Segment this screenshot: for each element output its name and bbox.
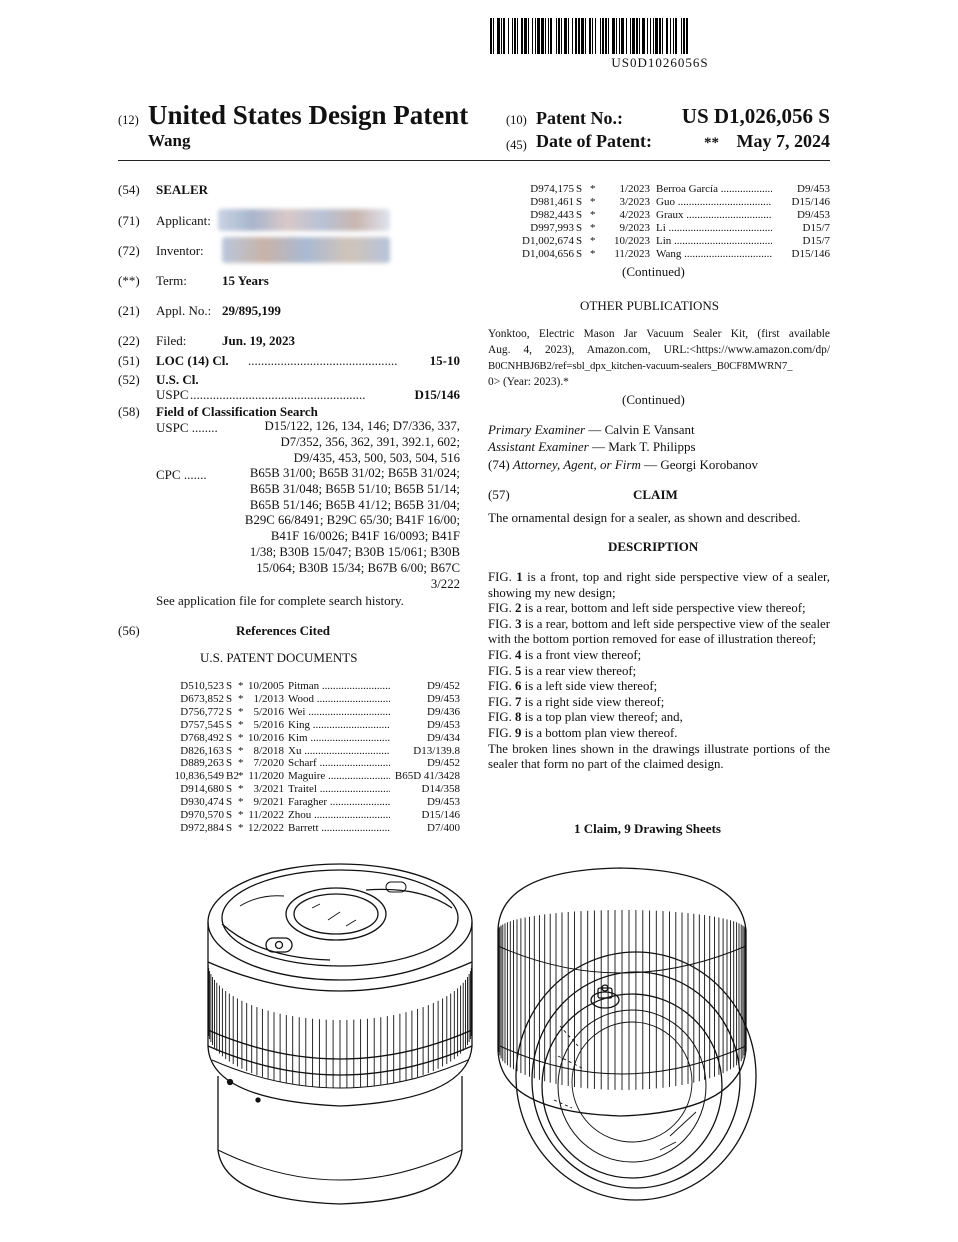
title-sealer: SEALER [156, 182, 209, 197]
reference-name: Graux ..... [656, 209, 772, 221]
field-uspc-line: D7/352, 356, 362, 391, 392.1, 602; [280, 434, 460, 449]
doc-type-title: United States Design Patent [148, 100, 469, 130]
reference-pn: D997,993 [530, 221, 574, 234]
reference-name: Maguire ..... [288, 770, 390, 782]
reference-row [140, 783, 460, 796]
reference-star: * [238, 770, 244, 783]
reference-row [140, 693, 460, 706]
reference-row [140, 732, 460, 745]
fig-desc: FIG. 4 is a front view thereof; [488, 647, 642, 662]
reference-type: S [576, 208, 583, 221]
attorney: (74) Attorney, Agent, or Firm — Georgi Korobanov [488, 457, 758, 472]
reference-star: * [590, 183, 596, 195]
reference-name: Wei ..... [288, 706, 390, 718]
reference-type: S [226, 680, 233, 692]
filed-value: Jun. 19, 2023 [222, 333, 295, 348]
reference-row [488, 209, 830, 222]
reference-star: * [238, 744, 244, 757]
reference-pn: D673,852 [180, 692, 224, 705]
term-label: Term: [156, 273, 187, 288]
field-cpc-line: 15/064; B30B 15/34; B67B 6/00; B67C [256, 560, 460, 575]
reference-date: 5/2016 [253, 718, 284, 731]
reference-pn: D982,443 [530, 208, 574, 221]
us-cl-label: U.S. Cl. [156, 372, 199, 387]
reference-type: S [226, 718, 233, 731]
us-cl-value: D15/146 [414, 387, 460, 402]
field-cpc-line: B29C 66/8491; B29C 65/30; B41F 16/00; [244, 513, 460, 528]
field-cpc-line: B65B 31/048; B65B 51/10; B65B 51/14; [249, 481, 460, 496]
field-cpc-lines [200, 466, 460, 592]
reference-row [140, 680, 460, 693]
code-58: (58) [118, 404, 140, 419]
reference-pn: D930,474 [180, 796, 224, 809]
reference-type: S [226, 783, 233, 796]
code-term: (**) [118, 273, 140, 288]
reference-cls: D15/146 [791, 195, 830, 208]
assistant-examiner-label: Assistant Examiner [488, 439, 589, 454]
fig-desc: FIG. 8 is a top plan view thereof; and, [488, 710, 683, 725]
reference-type: S [576, 183, 583, 195]
reference-name: Wang ..... [656, 248, 772, 260]
header-rule [118, 160, 830, 161]
code-71: (71) [118, 213, 140, 228]
reference-type: S [226, 744, 233, 757]
reference-pn: D972,884 [180, 821, 224, 834]
reference-row [140, 822, 460, 835]
reference-date: 5/2016 [253, 705, 284, 718]
code-10: (10) [506, 113, 527, 127]
reference-type: S [226, 692, 233, 705]
reference-star: * [238, 783, 244, 796]
reference-cls: D9/434 [427, 731, 460, 744]
reference-type: S [576, 221, 583, 234]
us-patent-docs-head: U.S. PATENT DOCUMENTS [200, 650, 358, 665]
code-52: (52) [118, 372, 140, 387]
reference-date: 10/2023 [613, 234, 650, 247]
reference-date: 3/2023 [619, 195, 650, 208]
date-label: Date of Patent: [536, 131, 652, 151]
reference-row [488, 235, 830, 248]
reference-name: Guo ..... [656, 196, 772, 208]
us-cl-uspc-label: USPC [156, 387, 189, 402]
reference-date: 9/2023 [619, 221, 650, 234]
reference-name: Wood ..... [288, 693, 390, 705]
reference-cls: D9/453 [797, 208, 830, 221]
other-pub-line: Aug. 4, 2023), Amazon.com, URL:<https://www.amazon.com/dp/ [488, 344, 830, 356]
reference-cls: D9/453 [427, 796, 460, 809]
patent-no-label: Patent No.: [536, 108, 623, 128]
loc-dots: .............................................. [248, 353, 398, 368]
fig-desc: FIG. 9 is a bottom plan view thereof. [488, 725, 678, 740]
reference-date: 11/2022 [248, 809, 284, 821]
claim-code: (57) [488, 487, 510, 502]
reference-name: Lin ..... [656, 235, 772, 247]
reference-name: Scharf ..... [288, 757, 390, 769]
reference-cls: D9/453 [427, 692, 460, 705]
claim-head: CLAIM [633, 487, 678, 502]
reference-cls: D14/358 [421, 783, 460, 796]
reference-star: * [238, 692, 244, 705]
reference-type: S [226, 731, 233, 744]
reference-name: Zhou ..... [288, 809, 390, 821]
appl-no-label: Appl. No.: [156, 303, 212, 318]
reference-cls: B65D 41/3428 [394, 770, 460, 783]
reference-row [140, 706, 460, 719]
reference-star: * [590, 221, 596, 234]
field-uspc-lines [200, 419, 460, 466]
us-cl-dots: ...................................................... [190, 387, 366, 402]
sealer-drawing-figures [200, 850, 800, 1242]
reference-date: 4/2023 [619, 208, 650, 221]
reference-type: S [226, 757, 233, 770]
code-12: (12) [118, 113, 139, 127]
pubs-continued: (Continued) [622, 392, 685, 407]
reference-star: * [238, 796, 244, 809]
reference-row [140, 719, 460, 732]
claims-sheets: 1 Claim, 9 Drawing Sheets [574, 821, 721, 836]
reference-cls: D9/436 [427, 705, 460, 718]
reference-star: * [238, 718, 244, 731]
barcode-number: US0D1026056S [611, 55, 709, 70]
reference-star: * [590, 247, 596, 260]
barcode [490, 18, 830, 54]
reference-name: Faragher ..... [288, 796, 390, 808]
reference-cls: D9/453 [797, 183, 830, 195]
barcode-bar [688, 18, 689, 54]
reference-type: S [576, 195, 583, 208]
other-publication [488, 326, 830, 390]
reference-pn: D914,680 [180, 783, 224, 796]
appl-no-value: 29/895,199 [222, 303, 281, 318]
code-21: (21) [118, 303, 140, 318]
primary-examiner-value: Calvin E Vansant [604, 422, 695, 437]
code-51: (51) [118, 353, 140, 368]
filed-label: Filed: [156, 333, 187, 348]
reference-pn: D768,492 [180, 731, 224, 744]
primary-examiner: Primary Examiner — Calvin E Vansant [488, 422, 695, 437]
claim-text: The ornamental design for a sealer, as shown and described. [488, 510, 801, 525]
loc-label: LOC (14) Cl. [156, 353, 229, 368]
field-cpc-line: 1/38; B30B 15/047; B30B 15/061; B30B [249, 544, 460, 559]
patent-number: US D1,026,056 S [681, 104, 830, 128]
reference-cls: D9/452 [427, 680, 460, 692]
reference-pn: D757,545 [180, 718, 224, 731]
search-history-note: See application file for complete search history. [156, 593, 404, 608]
description-body [488, 570, 830, 773]
reference-pn: D974,175 [530, 183, 574, 195]
reference-row [140, 809, 460, 822]
reference-pn: D981,461 [530, 195, 574, 208]
reference-row [488, 222, 830, 235]
reference-type: S [226, 796, 233, 809]
reference-name: Barrett ..... [288, 822, 390, 834]
reference-row [140, 757, 460, 770]
reference-date: 9/2021 [253, 796, 284, 809]
inventor-surname: Wang [148, 131, 191, 150]
applicant-redacted [218, 209, 390, 231]
reference-date: 12/2022 [247, 821, 284, 834]
description-head: DESCRIPTION [608, 539, 699, 554]
applicant-label: Applicant: [156, 213, 211, 228]
reference-row [488, 196, 830, 209]
attorney-value: Georgi Korobanov [660, 457, 758, 472]
reference-name: Li ..... [656, 222, 772, 234]
sealer-figure-1-knurl [208, 962, 472, 1088]
reference-row [140, 770, 460, 783]
reference-date: 11/2023 [614, 247, 650, 260]
reference-pn: D510,523 [180, 680, 224, 692]
reference-star: * [238, 821, 244, 834]
field-cpc-line: 3/222 [430, 576, 460, 591]
code-45: (45) [506, 138, 527, 152]
code-22: (22) [118, 333, 140, 348]
reference-star: * [238, 809, 244, 821]
other-publications-head: OTHER PUBLICATIONS [580, 298, 720, 313]
field-cpc-line: B65B 31/00; B65B 31/02; B65B 31/024; [249, 466, 460, 480]
reference-name: Xu ..... [288, 745, 390, 757]
reference-row [140, 796, 460, 809]
reference-cls: D13/139.8 [413, 744, 460, 757]
reference-pn: D756,772 [180, 705, 224, 718]
reference-name: Kim ..... [288, 732, 390, 744]
fig-desc: FIG. 6 is a left side view thereof; [488, 679, 658, 694]
reference-name: King ..... [288, 719, 390, 731]
date-prefix: ** [704, 135, 719, 151]
reference-type: S [576, 234, 583, 247]
reference-star: * [590, 208, 596, 221]
reference-type: B2 [226, 770, 239, 783]
inventor-redacted [222, 237, 390, 263]
field-uspc-line: D15/122, 126, 134, 146; D7/336, 337, [264, 419, 460, 433]
reference-name: Berroa García ..... [656, 183, 772, 195]
reference-name: Pitman ..... [288, 680, 390, 692]
reference-star: * [238, 731, 244, 744]
field-uspc-label: USPC ........ [156, 420, 218, 435]
sealer-figure-2 [498, 868, 756, 1200]
reference-row [140, 745, 460, 758]
reference-date: 10/2005 [247, 680, 284, 692]
reference-date: 11/2020 [248, 770, 284, 783]
patent-date: May 7, 2024 [736, 131, 830, 151]
field-cpc-line: B65B 51/146; B65B 41/12; B65B 31/04; [249, 497, 460, 512]
fig-desc: FIG. 1 is a front, top and right side perspective view of a sealer, showing my new design; [488, 570, 830, 600]
reference-date: 7/2020 [253, 757, 284, 770]
inventor-label: Inventor: [156, 243, 204, 258]
attorney-code: (74) [488, 457, 510, 472]
loc-value: 15-10 [429, 353, 460, 368]
reference-star: * [238, 680, 244, 692]
reference-name: Traitel ..... [288, 783, 390, 795]
reference-pn: D826,163 [180, 744, 224, 757]
reference-cls: D15/7 [802, 221, 830, 234]
reference-cls: D7/400 [427, 821, 460, 834]
reference-type: S [226, 705, 233, 718]
reference-pn: D1,002,674 [522, 234, 574, 247]
reference-type: S [576, 247, 583, 260]
broken-lines-note: The broken lines shown in the drawings illustrate portions of the sealer that form no part of the claimed design. [488, 741, 830, 772]
reference-cls: D9/453 [427, 718, 460, 731]
code-54: (54) [118, 182, 140, 197]
reference-star: * [238, 705, 244, 718]
reference-date: 8/2018 [253, 744, 284, 757]
primary-examiner-label: Primary Examiner [488, 422, 586, 437]
reference-cls: D15/7 [802, 234, 830, 247]
fig-desc: FIG. 5 is a rear view thereof; [488, 663, 637, 678]
field-uspc-line: D9/435, 453, 500, 503, 504, 516 [293, 450, 460, 465]
reference-star: * [238, 757, 244, 770]
references-cited-head: References Cited [236, 623, 330, 638]
other-pub-line: B0CNHBJ6B2/ref=sbl_dpx_kitchen-vacuum-sealers_B0CF8MWRN7_ [488, 360, 793, 372]
fig-desc: FIG. 3 is a rear, bottom and left side perspective view of the sealer with the bottom portion removed for ease of illustration thereof; [488, 616, 830, 647]
sealer-figure-2-knurl [498, 910, 746, 1090]
reference-star: * [590, 195, 596, 208]
other-pub-line: Yonktoo, Electric Mason Jar Vacuum Sealer Kit, (first available [488, 328, 830, 340]
other-pub-line: 0> (Year: 2023).* [488, 376, 569, 388]
fig-desc: FIG. 7 is a right side view thereof; [488, 694, 665, 709]
assistant-examiner-value: Mark T. Philipps [608, 439, 696, 454]
reference-type: S [226, 809, 233, 821]
reference-date: 3/2021 [253, 783, 284, 796]
code-56: (56) [118, 623, 140, 638]
field-cpc-label: CPC ....... [156, 467, 207, 482]
reference-cls: D9/452 [427, 757, 460, 770]
reference-date: 10/2016 [247, 731, 284, 744]
reference-pn: D1,004,656 [522, 247, 574, 260]
field-cpc-line: B41F 16/0026; B41F 16/0093; B41F [270, 529, 460, 544]
reference-pn: 10,836,549 [174, 770, 224, 783]
reference-cls: D15/146 [421, 809, 460, 821]
reference-date: 1/2013 [253, 692, 284, 705]
reference-row [488, 183, 830, 196]
reference-star: * [590, 234, 596, 247]
fig-desc: FIG. 2 is a rear, bottom and left side perspective view thereof; [488, 601, 806, 616]
attorney-label: Attorney, Agent, or Firm [512, 457, 641, 472]
assistant-examiner: Assistant Examiner — Mark T. Philipps [488, 439, 696, 454]
reference-type: S [226, 821, 233, 834]
term-value: 15 Years [222, 273, 269, 288]
reference-pn: D970,570 [180, 809, 224, 821]
reference-date: 1/2023 [619, 183, 650, 195]
reference-cls: D15/146 [791, 247, 830, 260]
reference-pn: D889,263 [180, 757, 224, 770]
code-72: (72) [118, 243, 140, 258]
field-search-label: Field of Classification Search [156, 404, 318, 419]
reference-row [488, 248, 830, 261]
refs-continued: (Continued) [622, 264, 685, 279]
